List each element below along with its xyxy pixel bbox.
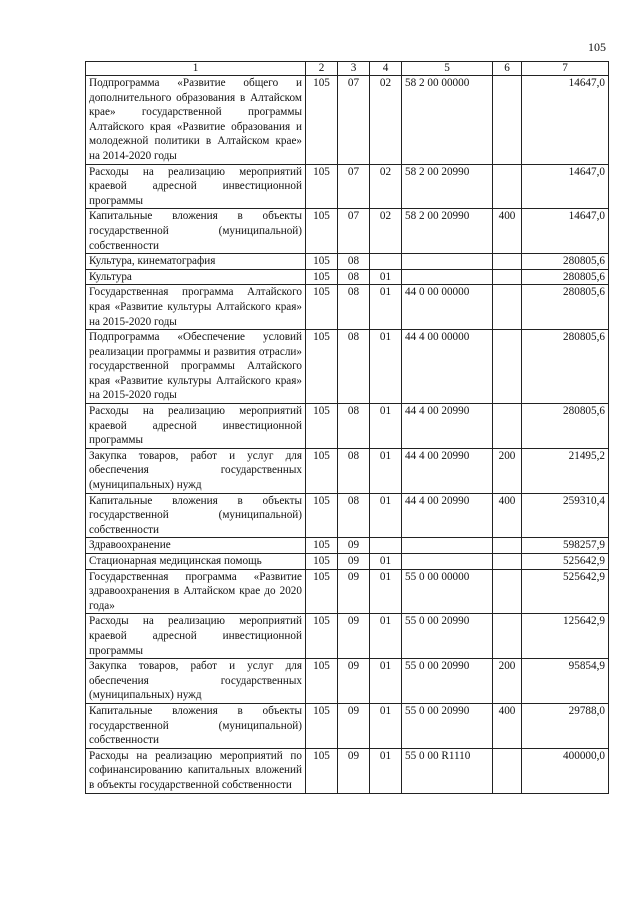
target-article-cell: 44 4 00 20990 — [402, 404, 493, 449]
expense-type-cell — [493, 164, 522, 209]
table-row — [86, 209, 609, 254]
target-article-cell: 55 0 00 20990 — [402, 703, 493, 748]
expense-type-cell — [493, 538, 522, 554]
expense-type-cell — [493, 614, 522, 659]
subsection-cell: 01 — [370, 659, 402, 704]
target-article-cell: 55 0 00 20990 — [402, 659, 493, 704]
admin-code-cell: 105 — [306, 285, 338, 330]
amount-cell: 280805,6 — [522, 254, 609, 270]
description-cell: Расходы на реализацию мероприятий краевой адресной инвестиционной программы — [86, 164, 306, 209]
admin-code-cell: 105 — [306, 269, 338, 285]
subsection-cell: 01 — [370, 569, 402, 614]
table-row — [86, 748, 609, 793]
subsection-cell: 02 — [370, 164, 402, 209]
amount-cell: 280805,6 — [522, 285, 609, 330]
target-article-cell: 55 0 00 00000 — [402, 569, 493, 614]
table-row — [86, 269, 609, 285]
subsection-cell: 01 — [370, 748, 402, 793]
admin-code-cell: 105 — [306, 254, 338, 270]
table-row — [86, 404, 609, 449]
description-cell: Закупка товаров, работ и услуг для обеспечения государственных (муниципальных) нужд — [86, 448, 306, 493]
expense-type-cell: 400 — [493, 209, 522, 254]
table-row — [86, 659, 609, 704]
description-cell: Государственная программа «Развитие здравоохранения в Алтайском крае до 2020 года» — [86, 569, 306, 614]
amount-cell: 280805,6 — [522, 330, 609, 404]
description-cell: Капитальные вложения в объекты государственной (муниципальной) собственности — [86, 209, 306, 254]
description-cell: Расходы на реализацию мероприятий по софинансированию капитальных вложений в объекты государственной собственности — [86, 748, 306, 793]
amount-cell: 525642,9 — [522, 569, 609, 614]
section-cell: 09 — [338, 538, 370, 554]
amount-cell: 14647,0 — [522, 76, 609, 165]
description-cell: Культура, кинематография — [86, 254, 306, 270]
section-cell: 09 — [338, 703, 370, 748]
subsection-cell: 01 — [370, 614, 402, 659]
section-cell: 09 — [338, 748, 370, 793]
header-cell-1: 1 — [86, 62, 306, 76]
section-cell: 08 — [338, 254, 370, 270]
amount-cell: 125642,9 — [522, 614, 609, 659]
amount-cell: 400000,0 — [522, 748, 609, 793]
amount-cell: 14647,0 — [522, 209, 609, 254]
target-article-cell: 44 4 00 20990 — [402, 448, 493, 493]
admin-code-cell: 105 — [306, 164, 338, 209]
table-row — [86, 285, 609, 330]
amount-cell: 280805,6 — [522, 404, 609, 449]
expense-type-cell — [493, 254, 522, 270]
expense-type-cell — [493, 269, 522, 285]
subsection-cell: 01 — [370, 493, 402, 538]
table-row — [86, 254, 609, 270]
admin-code-cell: 105 — [306, 209, 338, 254]
subsection-cell: 01 — [370, 703, 402, 748]
header-cell-5: 5 — [402, 62, 493, 76]
expense-type-cell — [493, 554, 522, 570]
description-cell: Стационарная медицинская помощь — [86, 554, 306, 570]
description-cell: Капитальные вложения в объекты государственной (муниципальной) собственности — [86, 703, 306, 748]
target-article-cell: 44 4 00 00000 — [402, 330, 493, 404]
subsection-cell — [370, 538, 402, 554]
admin-code-cell: 105 — [306, 703, 338, 748]
description-cell: Расходы на реализацию мероприятий краевой адресной инвестиционной программы — [86, 614, 306, 659]
header-cell-6: 6 — [493, 62, 522, 76]
table-row — [86, 703, 609, 748]
expense-type-cell — [493, 330, 522, 404]
header-row — [86, 62, 609, 76]
subsection-cell: 01 — [370, 554, 402, 570]
section-cell: 07 — [338, 164, 370, 209]
subsection-cell: 02 — [370, 76, 402, 165]
expense-type-cell: 400 — [493, 703, 522, 748]
header-cell-4: 4 — [370, 62, 402, 76]
subsection-cell: 01 — [370, 404, 402, 449]
section-cell: 09 — [338, 659, 370, 704]
amount-cell: 525642,9 — [522, 554, 609, 570]
admin-code-cell: 105 — [306, 538, 338, 554]
amount-cell: 14647,0 — [522, 164, 609, 209]
admin-code-cell: 105 — [306, 330, 338, 404]
amount-cell: 21495,2 — [522, 448, 609, 493]
table-row — [86, 569, 609, 614]
expense-type-cell — [493, 285, 522, 330]
admin-code-cell: 105 — [306, 554, 338, 570]
admin-code-cell: 105 — [306, 569, 338, 614]
section-cell: 08 — [338, 404, 370, 449]
description-cell: Закупка товаров, работ и услуг для обеспечения государственных (муниципальных) нужд — [86, 659, 306, 704]
description-cell: Здравоохранение — [86, 538, 306, 554]
amount-cell: 598257,9 — [522, 538, 609, 554]
admin-code-cell: 105 — [306, 404, 338, 449]
description-cell: Подпрограмма «Обеспечение условий реализации программы и развития отрасли» государственной программы Алтайского края «Развитие культуры Алтайского края» на 2015-2020 годы — [86, 330, 306, 404]
table-row — [86, 554, 609, 570]
amount-cell: 29788,0 — [522, 703, 609, 748]
description-cell: Расходы на реализацию мероприятий краевой адресной инвестиционной программы — [86, 404, 306, 449]
section-cell: 09 — [338, 554, 370, 570]
target-article-cell: 55 0 00 R1110 — [402, 748, 493, 793]
admin-code-cell: 105 — [306, 614, 338, 659]
header-cell-3: 3 — [338, 62, 370, 76]
admin-code-cell: 105 — [306, 748, 338, 793]
subsection-cell — [370, 254, 402, 270]
admin-code-cell: 105 — [306, 76, 338, 165]
section-cell: 07 — [338, 76, 370, 165]
subsection-cell: 01 — [370, 285, 402, 330]
table-row — [86, 164, 609, 209]
subsection-cell: 01 — [370, 448, 402, 493]
admin-code-cell: 105 — [306, 493, 338, 538]
table-row — [86, 330, 609, 404]
subsection-cell: 01 — [370, 269, 402, 285]
expense-type-cell — [493, 569, 522, 614]
page-number: 105 — [588, 40, 606, 54]
header-cell-2: 2 — [306, 62, 338, 76]
header-cell-7: 7 — [522, 62, 609, 76]
amount-cell: 280805,6 — [522, 269, 609, 285]
description-cell: Подпрограмма «Развитие общего и дополнительного образования в Алтайском крае» государственной программы Алтайского края «Развитие образования и молодежной политики в Алтайском крае» на 2014-2020 годы — [86, 76, 306, 165]
target-article-cell — [402, 554, 493, 570]
expense-type-cell: 200 — [493, 659, 522, 704]
section-cell: 09 — [338, 569, 370, 614]
section-cell: 08 — [338, 448, 370, 493]
subsection-cell: 01 — [370, 330, 402, 404]
target-article-cell: 58 2 00 00000 — [402, 76, 493, 165]
table-row — [86, 493, 609, 538]
table-row — [86, 614, 609, 659]
target-article-cell — [402, 538, 493, 554]
expense-type-cell — [493, 748, 522, 793]
target-article-cell — [402, 254, 493, 270]
expense-type-cell: 200 — [493, 448, 522, 493]
target-article-cell: 44 4 00 20990 — [402, 493, 493, 538]
section-cell: 07 — [338, 209, 370, 254]
description-cell: Культура — [86, 269, 306, 285]
expense-type-cell — [493, 404, 522, 449]
description-cell: Капитальные вложения в объекты государственной (муниципальной) собственности — [86, 493, 306, 538]
amount-cell: 259310,4 — [522, 493, 609, 538]
table-row — [86, 76, 609, 165]
target-article-cell: 55 0 00 20990 — [402, 614, 493, 659]
admin-code-cell: 105 — [306, 659, 338, 704]
budget-table — [85, 61, 609, 794]
section-cell: 08 — [338, 285, 370, 330]
amount-cell: 95854,9 — [522, 659, 609, 704]
target-article-cell: 44 0 00 00000 — [402, 285, 493, 330]
subsection-cell: 02 — [370, 209, 402, 254]
section-cell: 08 — [338, 330, 370, 404]
table-row — [86, 448, 609, 493]
target-article-cell — [402, 269, 493, 285]
section-cell: 09 — [338, 614, 370, 659]
expense-type-cell — [493, 76, 522, 165]
section-cell: 08 — [338, 493, 370, 538]
description-cell: Государственная программа Алтайского края «Развитие культуры Алтайского края» на 2015-2020 годы — [86, 285, 306, 330]
section-cell: 08 — [338, 269, 370, 285]
admin-code-cell: 105 — [306, 448, 338, 493]
target-article-cell: 58 2 00 20990 — [402, 164, 493, 209]
expense-type-cell: 400 — [493, 493, 522, 538]
table-row — [86, 538, 609, 554]
target-article-cell: 58 2 00 20990 — [402, 209, 493, 254]
